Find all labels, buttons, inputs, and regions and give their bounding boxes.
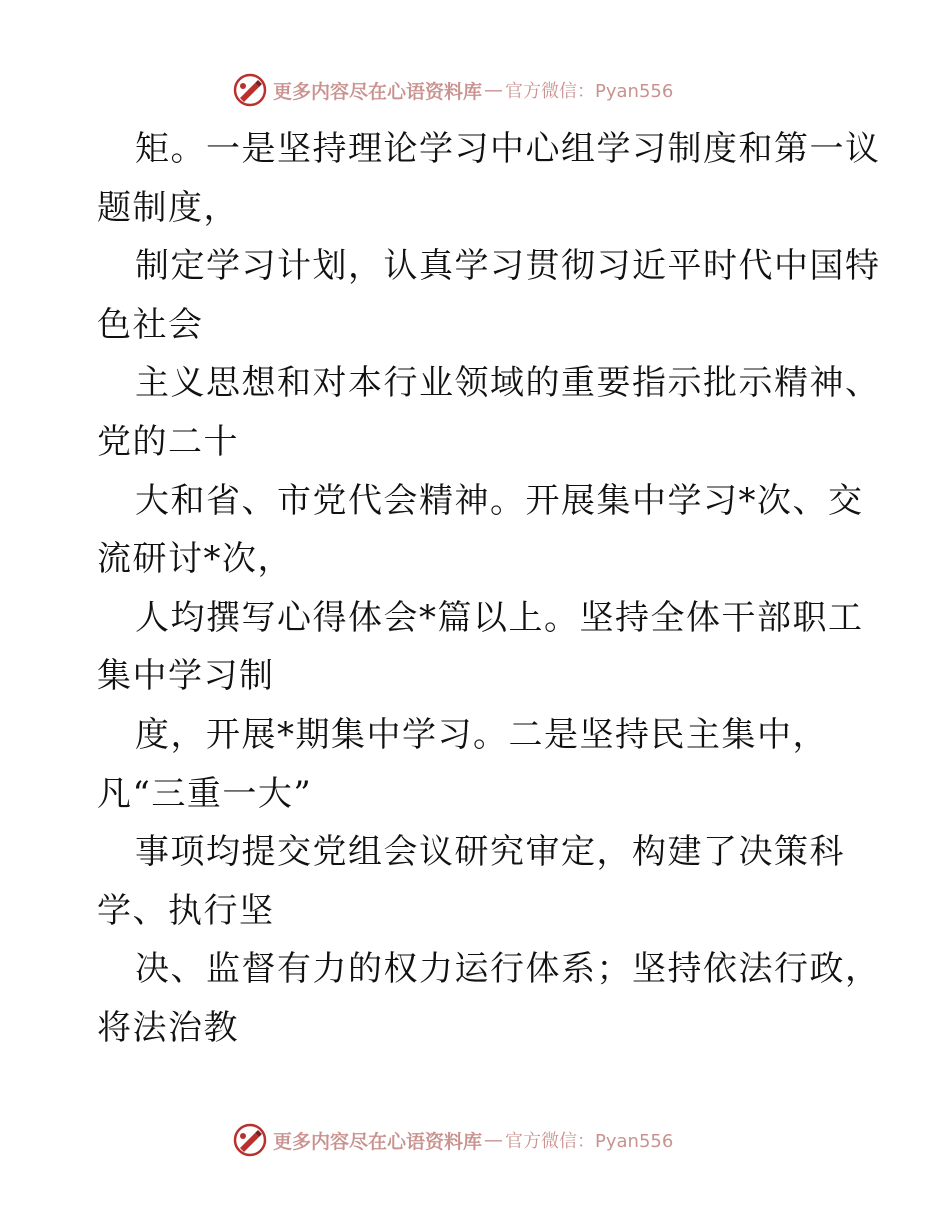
body-line: 主义思想和对本行业领域的重要指示批示精神、 (135, 363, 881, 404)
body-line: 党的二十 (97, 421, 239, 462)
body-line: 学、执行坚 (97, 890, 275, 931)
body-line: 流研讨*次， (97, 539, 293, 580)
body-line: 凡“三重一大” (97, 773, 313, 814)
body-line: 度，开展*期集中学习。二是坚持民主集中， (135, 714, 828, 755)
document-body (97, 120, 881, 1058)
body-line: 将法治教 (97, 1007, 239, 1048)
header-watermark-banner (233, 70, 673, 110)
body-line: 大和省、市党代会精神。开展集中学习*次、交 (135, 480, 864, 521)
watermark-dash: — (484, 79, 504, 101)
watermark-site-text: 更多内容尽在心语资料库 (273, 1130, 483, 1153)
body-line: 色社会 (97, 304, 204, 345)
pen-logo-icon (233, 1123, 267, 1157)
body-line: 矩。一是坚持理论学习中心组学习制度和第一议 (135, 129, 881, 169)
body-line: 制定学习计划，认真学习贯彻习近平时代中国特 (135, 246, 881, 287)
watermark-contact-text: 官方微信：Pyan556 (505, 81, 674, 102)
body-line: 决、监督有力的权力运行体系；坚持依法行政， (135, 949, 881, 990)
body-line: 事项均提交党组会议研究审定，构建了决策科 (135, 832, 845, 873)
watermark-site-text: 更多内容尽在心语资料库 (273, 80, 483, 103)
watermark-contact-text: 官方微信：Pyan556 (505, 1131, 674, 1152)
body-line: 人均撰写心得体会*篇以上。坚持全体干部职工 (135, 597, 864, 638)
footer-watermark-banner (233, 1120, 673, 1160)
pen-logo-icon (233, 73, 267, 107)
body-line: 题制度， (97, 187, 239, 228)
body-line: 集中学习制 (97, 656, 275, 697)
watermark-dash: — (484, 1129, 504, 1151)
